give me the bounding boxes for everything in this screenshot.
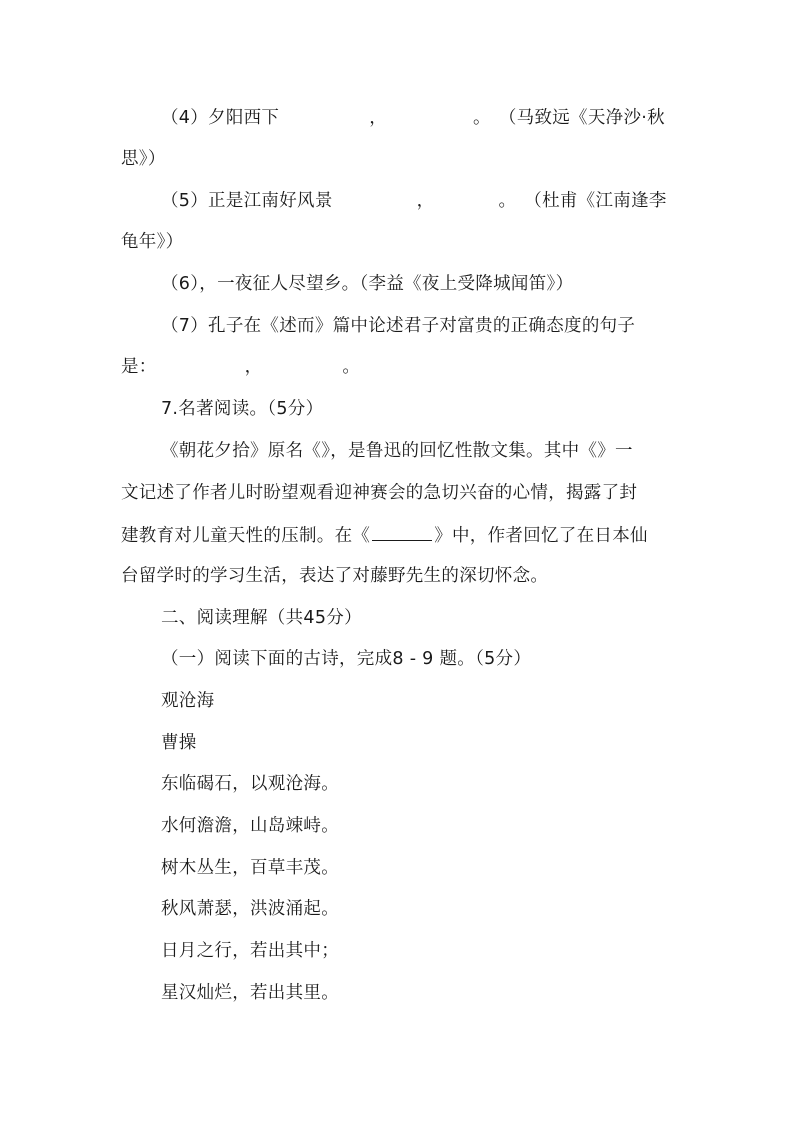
section2-heading: 二、阅读理解（共45分）: [161, 608, 362, 628]
q7-line1: （7）孔子在《述而》篇中论述君子对富贵的正确态度的句子: [161, 316, 636, 336]
q4-line2: 思》）: [121, 149, 166, 169]
poem-line: 秋风萧瑟，洪波涌起。: [161, 899, 339, 919]
q5-source: （杜甫《江南逢李: [524, 191, 667, 211]
q5-period: 。: [498, 191, 517, 211]
q5-line1: [161, 189, 667, 213]
reading-paragraph-line2: 文记述了作者儿时盼望观看迎神赛会的急切兴奋的心情，揭露了封: [121, 483, 638, 503]
reading-line3-a: 建教育对儿童天性的压制。在《: [121, 526, 371, 546]
q6-line: （6），一夜征人尽望乡。（李益《夜上受降城闻笛》）: [161, 274, 574, 294]
reading-paragraph-line4: 台留学时的学习生活，表达了对藤野先生的深切怀念。: [121, 566, 549, 586]
reading-paragraph-line1: 《朝花夕拾》原名《》，是鲁迅的回忆性散文集。其中《》一: [161, 441, 633, 461]
q5-line2: 龟年》）: [121, 232, 184, 252]
poem-author: 曹操: [161, 733, 197, 753]
poem-line: 树木丛生，百草丰茂。: [161, 858, 339, 878]
reading-heading: 7.名著阅读。（5分）: [161, 399, 324, 419]
q4-line1: [161, 106, 665, 130]
q5-prefix: （5）正是江南好风景: [161, 191, 333, 211]
poem-line: 水何澹澹，山岛竦峙。: [161, 816, 339, 836]
poem-line: 星汉灿烂，若出其里。: [161, 983, 339, 1003]
q4-source: （马致远《天净沙·秋: [498, 108, 665, 128]
q7-period: 。: [342, 357, 361, 377]
q4-period: 。: [473, 108, 491, 128]
q4-prefix: （4）夕阳西下: [161, 108, 280, 128]
fill-in-blank[interactable]: [372, 522, 432, 541]
q7-prefix: 是：: [121, 357, 157, 377]
poem-line: 东临碣石，以观沧海。: [161, 774, 339, 794]
section2-subheading: （一）阅读下面的古诗，完成8 - 9 题。（5分）: [161, 649, 532, 669]
reading-paragraph-line3: [121, 522, 648, 548]
q7-comma: ，: [244, 357, 263, 377]
poem-line: 日月之行，若出其中；: [161, 941, 339, 961]
q7-line2: [121, 355, 360, 379]
reading-line3-b: 》中，作者回忆了在日本仙: [434, 526, 648, 546]
q4-comma: ，: [369, 108, 388, 128]
poem-title: 观沧海: [161, 691, 215, 711]
q5-comma: ，: [416, 191, 435, 211]
